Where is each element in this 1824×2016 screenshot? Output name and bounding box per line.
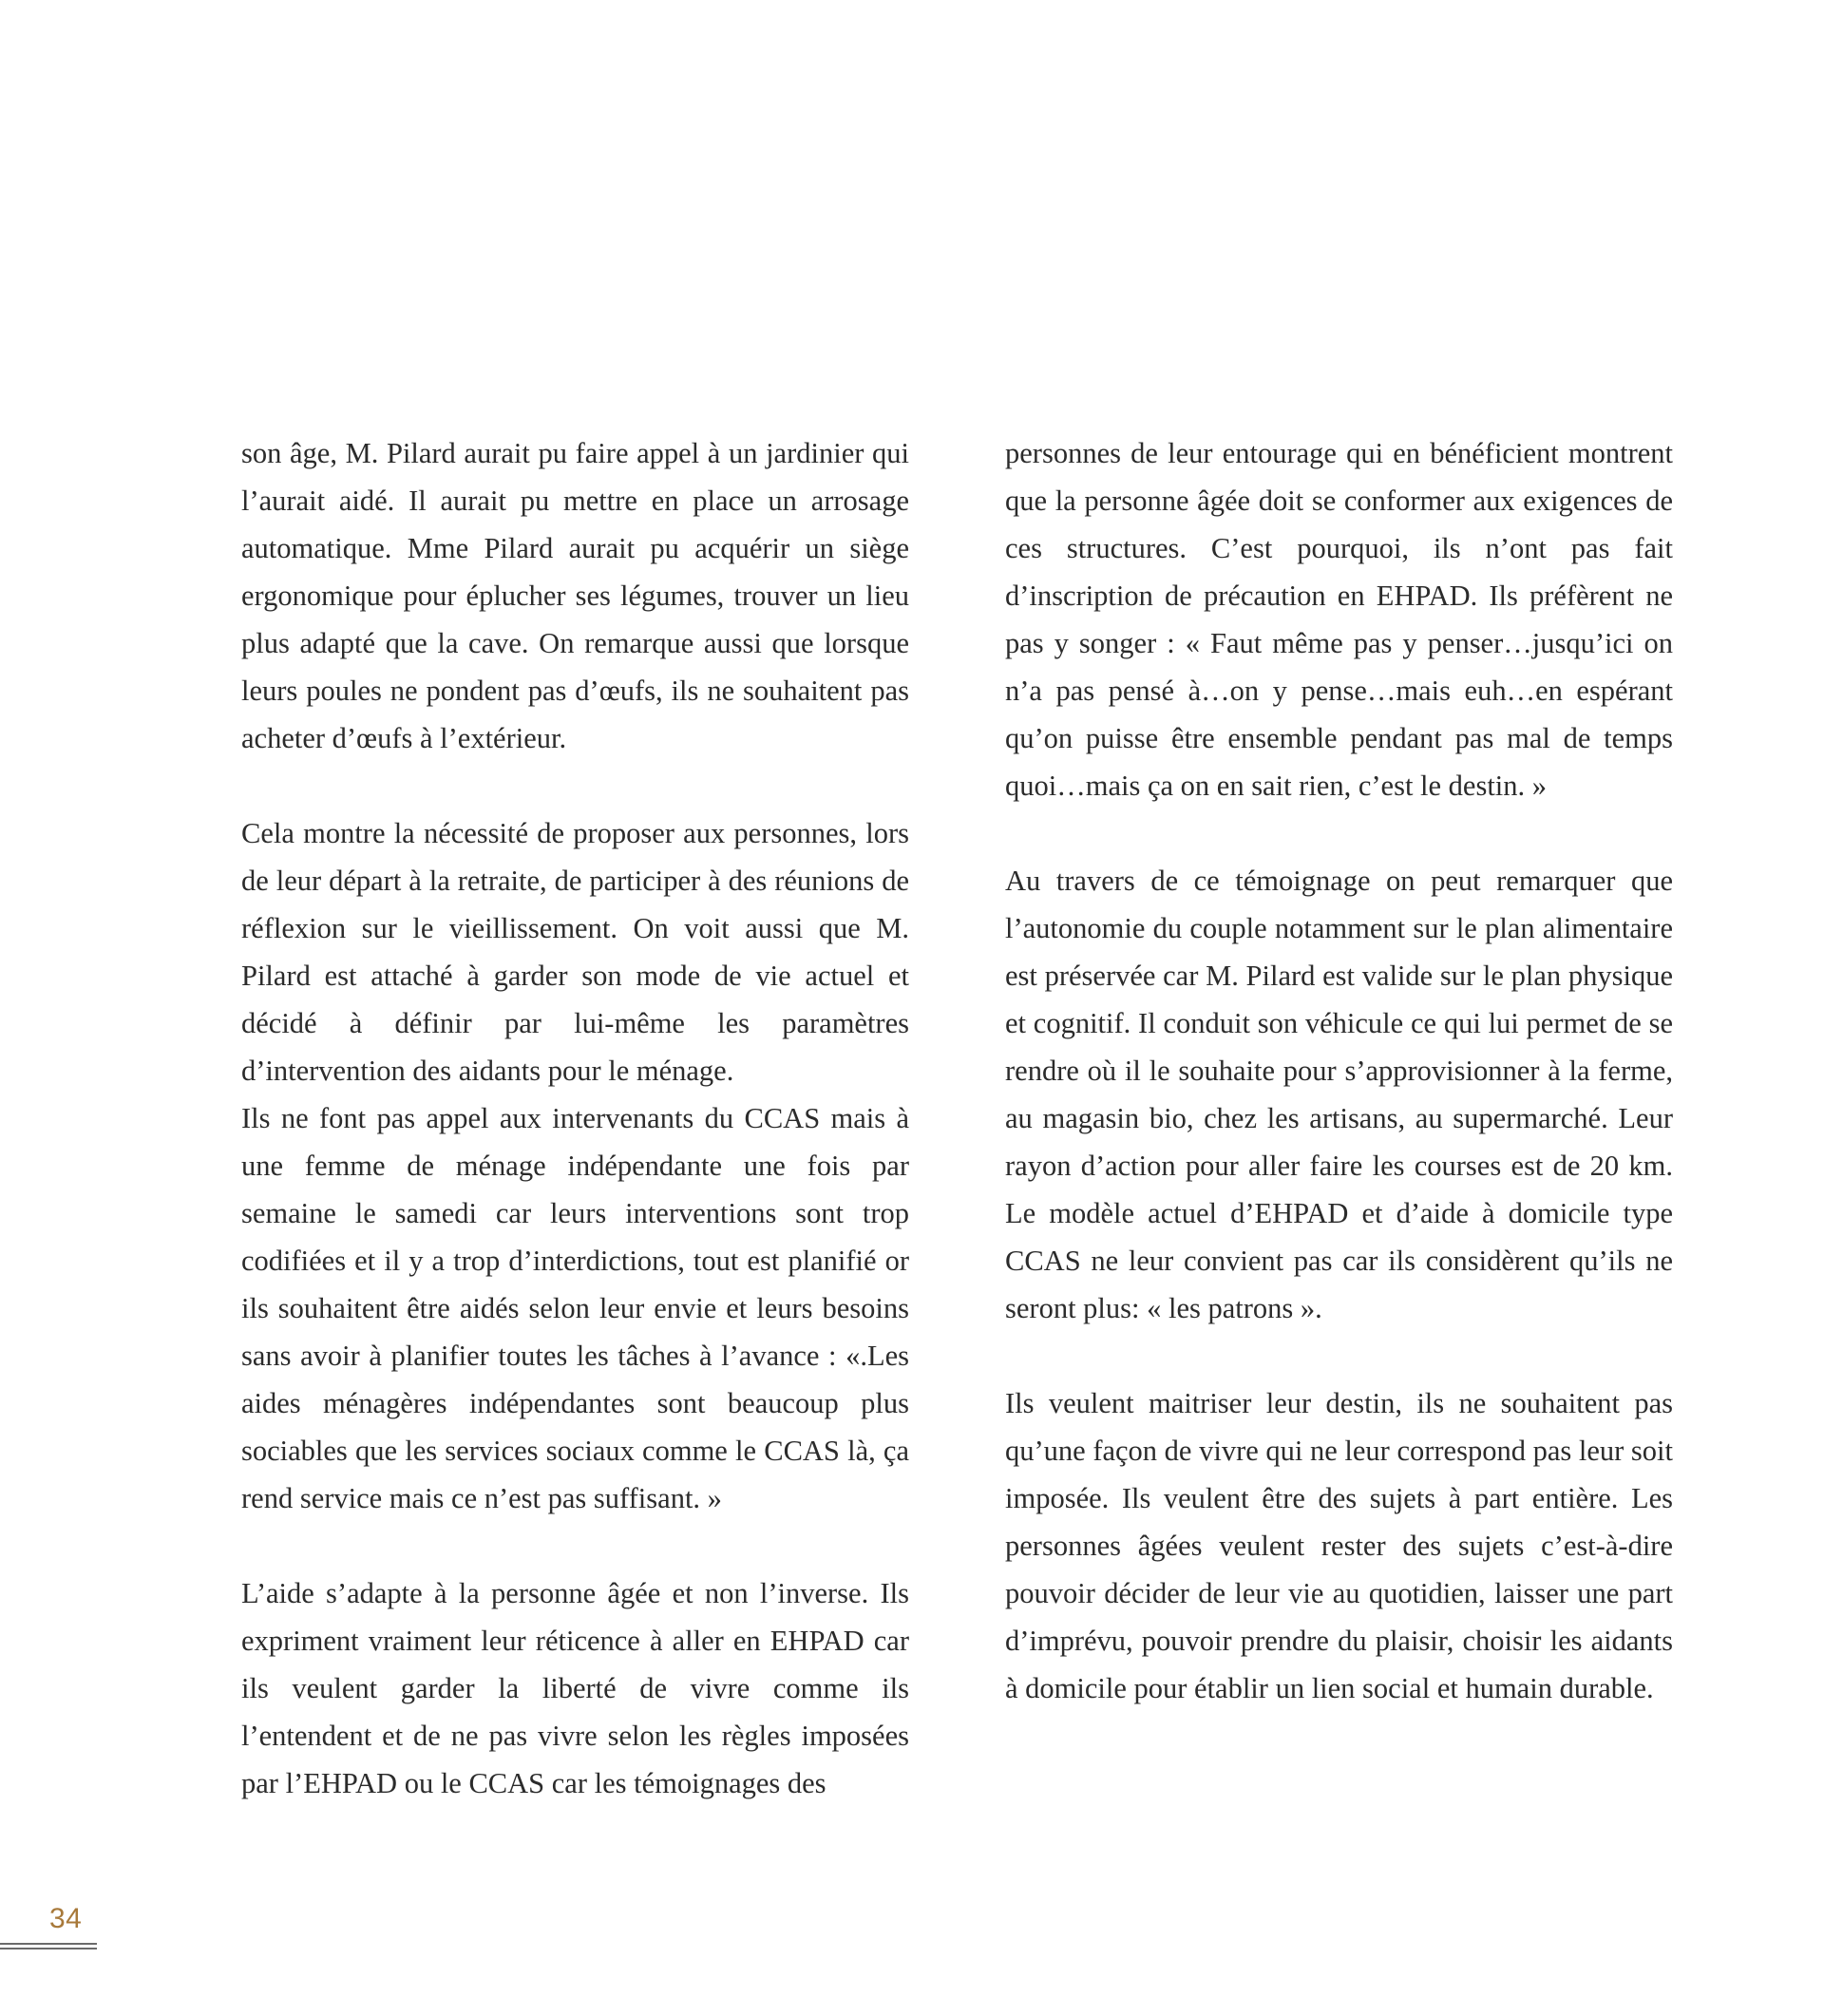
paragraph: L’aide s’adapte à la personne âgée et non l’inverse. Ils expriment vraiment leur réticence à aller en EHPAD car ils veulent garder la liberté de vivre comme ils l’entendent et de ne pas vivre selon les règles imposées par l’EHPAD ou le CCAS car les témoignages des [241,1577,909,1799]
paragraph: son âge, M. Pilard aurait pu faire appel à un jardinier qui l’aurait aidé. Il aurait pu mettre en place un arrosage automatique. Mme Pilard aurait pu acquérir un siège ergonomique pour éplucher ses légumes, trouver un lieu plus adapté que la cave. On remarque aussi que lorsque leurs poules ne pondent pas d’œufs, ils ne souhaitent pas acheter d’œufs à l’extérieur. [241,437,909,754]
left-text-column [241,429,909,1807]
paragraph: Ils ne font pas appel aux intervenants du CCAS mais à une femme de ménage indépendante une fois par semaine le samedi car leurs interventions sont trop codifiées et il y a trop d’interdictions, tout est planifié or ils souhaitent être aidés selon leur envie et leurs besoins sans avoir à planifier toutes les tâches à l’avance : «.Les aides ménagères indépendantes sont beaucoup plus sociables que les services sociaux comme le CCAS là, ça rend service mais ce n’est pas suffisant. » [241,1102,909,1514]
paragraph: personnes de leur entourage qui en bénéficient montrent que la personne âgée doit se conformer aux exigences de ces structures. C’est pourquoi, ils n’ont pas fait d’inscription de précaution en EHPAD. Ils préfèrent ne pas y songer : « Faut même pas y penser…jusqu’ici on n’a pas pensé à…on y pense…mais euh…en espérant qu’on puisse être ensemble pendant pas mal de temps quoi…mais ça on en sait rien, c’est le destin. » [1005,437,1673,802]
page-number-rule [0,1943,97,1949]
paragraph: Au travers de ce témoignage on peut remarquer que l’autonomie du couple notamment sur le plan alimentaire est préservée car M. Pilard est valide sur le plan physique et cognitif. Il conduit son véhicule ce qui lui permet de se rendre où il le souhaite pour s’approvisionner à la ferme, au magasin bio, chez les artisans, au supermarché. Leur rayon d’action pour aller faire les courses est de 20 km. Le modèle actuel d’EHPAD et d’aide à domicile type CCAS ne leur convient pas car ils considèrent qu’ils ne seront plus: « les patrons ». [1005,865,1673,1324]
right-text-column [1005,429,1673,1712]
paragraph: Cela montre la nécessité de proposer aux personnes, lors de leur départ à la retraite, de participer à des réunions de réflexion sur le vieillissement. On voit aussi que M. Pilard est attaché à garder son mode de vie actuel et décidé à définir par lui-même les paramètres d’intervention des aidants pour le ménage. [241,817,909,1087]
paragraph: Ils veulent maitriser leur destin, ils ne souhaitent pas qu’une façon de vivre qui ne leur correspond pas leur soit imposée. Ils veulent être des sujets à part entière. Les personnes âgées veulent rester des sujets c’est-à-dire pouvoir décider de leur vie au quotidien, laisser une part d’imprévu, pouvoir prendre du plaisir, choisir les aidants à domicile pour établir un lien social et humain durable. [1005,1387,1673,1704]
page-number: 34 [49,1903,83,1934]
